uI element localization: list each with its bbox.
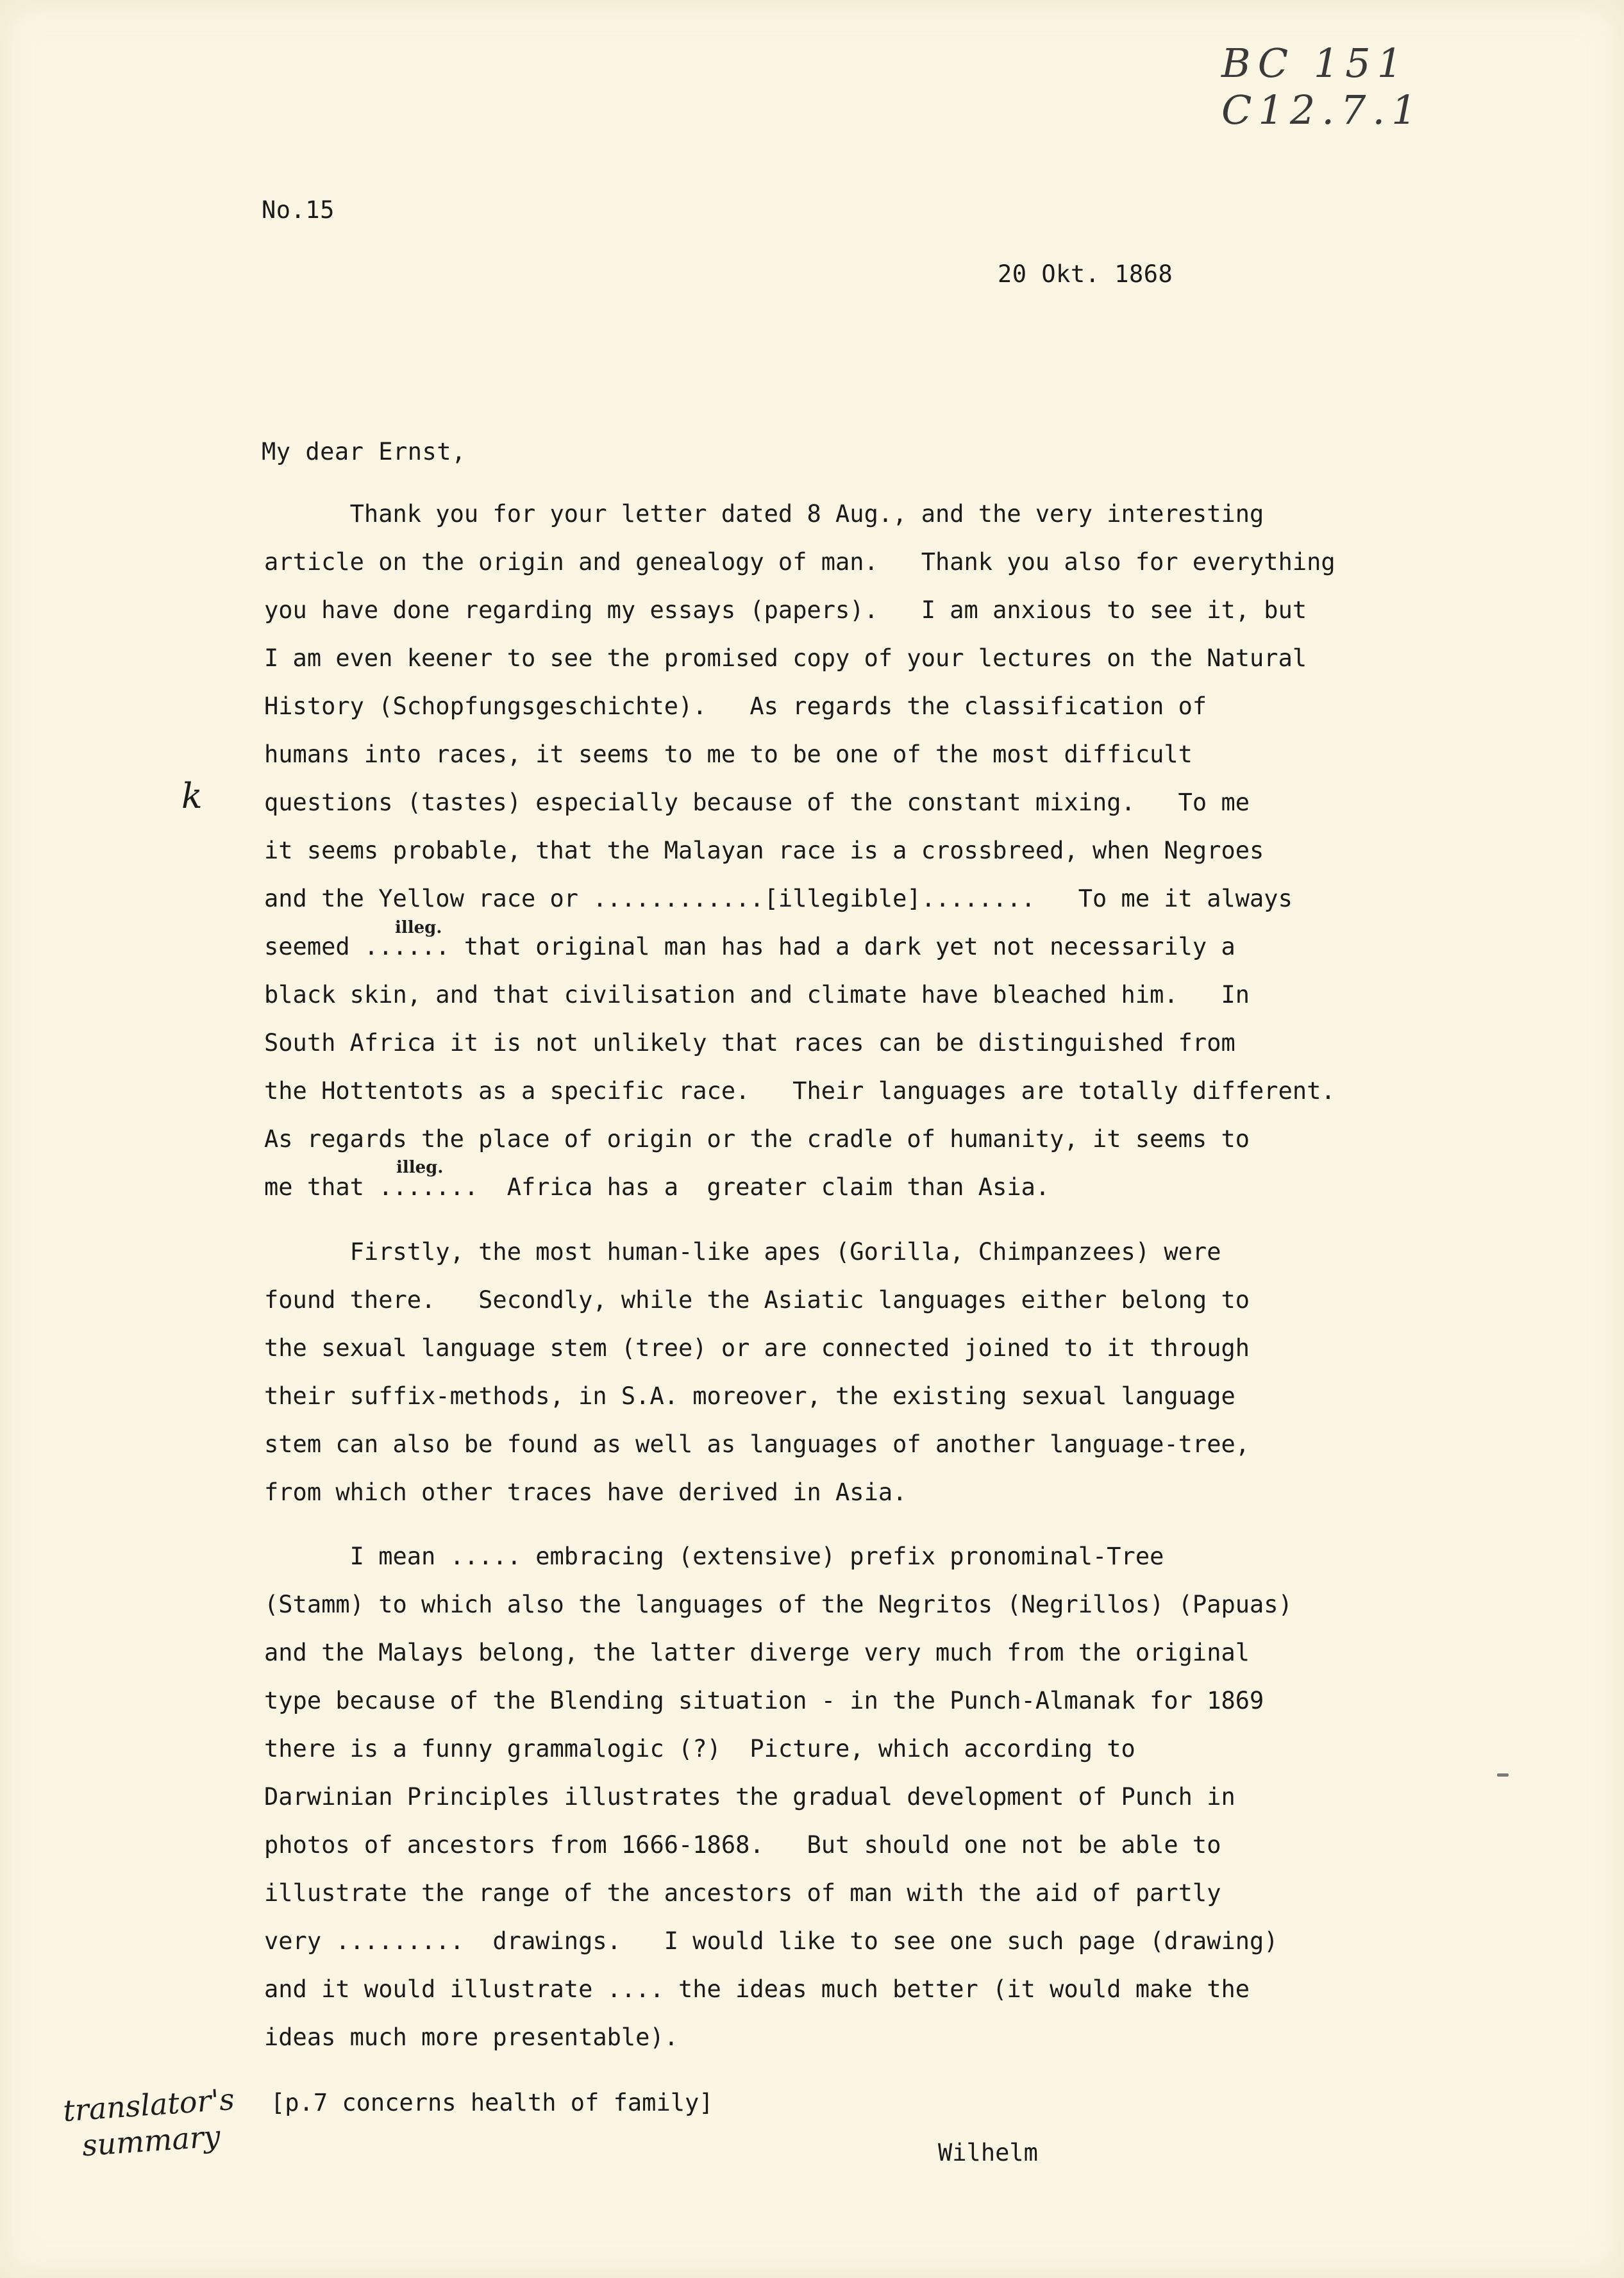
- catalog-mark: BC 151 C12.7.1: [1221, 40, 1423, 133]
- letter-date: 20 Okt. 1868: [998, 260, 1173, 288]
- text-line: questions (tastes) especially because of the constant mixing. To me: [264, 789, 1250, 816]
- text-line: Thank you for your letter dated 8 Aug., and the very interesting: [264, 500, 1264, 528]
- text-line: found there. Secondly, while the Asiatic languages either belong to: [264, 1286, 1250, 1314]
- text-line: me that ....... Africa has a greater claim than Asia.: [264, 1173, 1050, 1201]
- text-line: you have done regarding my essays (papers). I am anxious to see it, but: [264, 596, 1307, 624]
- text-line: the sexual language stem (tree) or are connected joined to it through: [264, 1334, 1250, 1362]
- summary-note: [p.7 concerns health of family]: [271, 2089, 714, 2116]
- paragraph-3: [264, 1532, 1293, 2061]
- text-line: type because of the Blending situation - in the Punch-Almanak for 1869: [264, 1687, 1264, 1714]
- letter-number: No.15: [262, 196, 335, 224]
- paper-speck: [1497, 1773, 1509, 1777]
- text-line: I am even keener to see the promised copy of your lectures on the Natural: [264, 644, 1307, 672]
- illeg-annotation: illeg.: [396, 1158, 444, 1177]
- paragraph-2: [264, 1228, 1250, 1516]
- text-line: the Hottentots as a specific race. Their languages are totally different.: [264, 1077, 1335, 1105]
- text-line: very ......... drawings. I would like to see one such page (drawing): [264, 1927, 1278, 1955]
- translator-note-line: summary: [81, 2118, 222, 2163]
- margin-mark: k: [181, 776, 203, 816]
- text-line: and the Malays belong, the latter diverge very much from the original: [264, 1639, 1250, 1666]
- text-line: photos of ancestors from 1666-1868. But should one not be able to: [264, 1831, 1221, 1859]
- text-line: As regards the place of origin or the cradle of humanity, it seems to: [264, 1125, 1250, 1153]
- text-line: History (Schopfungsgeschichte). As regards the classification of: [264, 692, 1207, 720]
- illeg-annotation: illeg.: [395, 918, 442, 937]
- text-line: from which other traces have derived in Asia.: [264, 1478, 907, 1506]
- text-line: stem can also be found as well as languages of another language-tree,: [264, 1430, 1250, 1458]
- text-line: (Stamm) to which also the languages of the Negritos (Negrillos) (Papuas): [264, 1591, 1293, 1618]
- text-line: Darwinian Principles illustrates the gradual development of Punch in: [264, 1783, 1235, 1811]
- text-line: South Africa it is not unlikely that races can be distinguished from: [264, 1029, 1235, 1057]
- text-line: illustrate the range of the ancestors of man with the aid of partly: [264, 1879, 1221, 1907]
- text-line: I mean ..... embracing (extensive) prefix pronominal-Tree: [264, 1543, 1164, 1570]
- text-line: and the Yellow race or ............[illegible]........ To me it always: [264, 885, 1293, 912]
- text-line: it seems probable, that the Malayan race is a crossbreed, when Negroes: [264, 837, 1264, 864]
- text-line: there is a funny grammalogic (?) Picture, which according to: [264, 1735, 1135, 1763]
- text-line: and it would illustrate .... the ideas much better (it would make the: [264, 1975, 1250, 2003]
- translator-note-line: translator's: [62, 2081, 236, 2129]
- translator-note: [62, 2081, 238, 2165]
- signature: Wilhelm: [938, 2139, 1038, 2166]
- text-line: their suffix-methods, in S.A. moreover, the existing sexual language: [264, 1382, 1235, 1410]
- text-line: article on the origin and genealogy of man. Thank you also for everything: [264, 548, 1335, 576]
- salutation: My dear Ernst,: [262, 438, 466, 465]
- text-line: ideas much more presentable).: [264, 2023, 679, 2051]
- text-line: Firstly, the most human-like apes (Gorilla, Chimpanzees) were: [264, 1238, 1221, 1266]
- text-line: seemed ...... that original man has had a dark yet not necessarily a: [264, 933, 1235, 960]
- paragraph-1: [264, 490, 1335, 1211]
- text-line: humans into races, it seems to me to be one of the most difficult: [264, 741, 1193, 768]
- text-line: black skin, and that civilisation and climate have bleached him. In: [264, 981, 1250, 1009]
